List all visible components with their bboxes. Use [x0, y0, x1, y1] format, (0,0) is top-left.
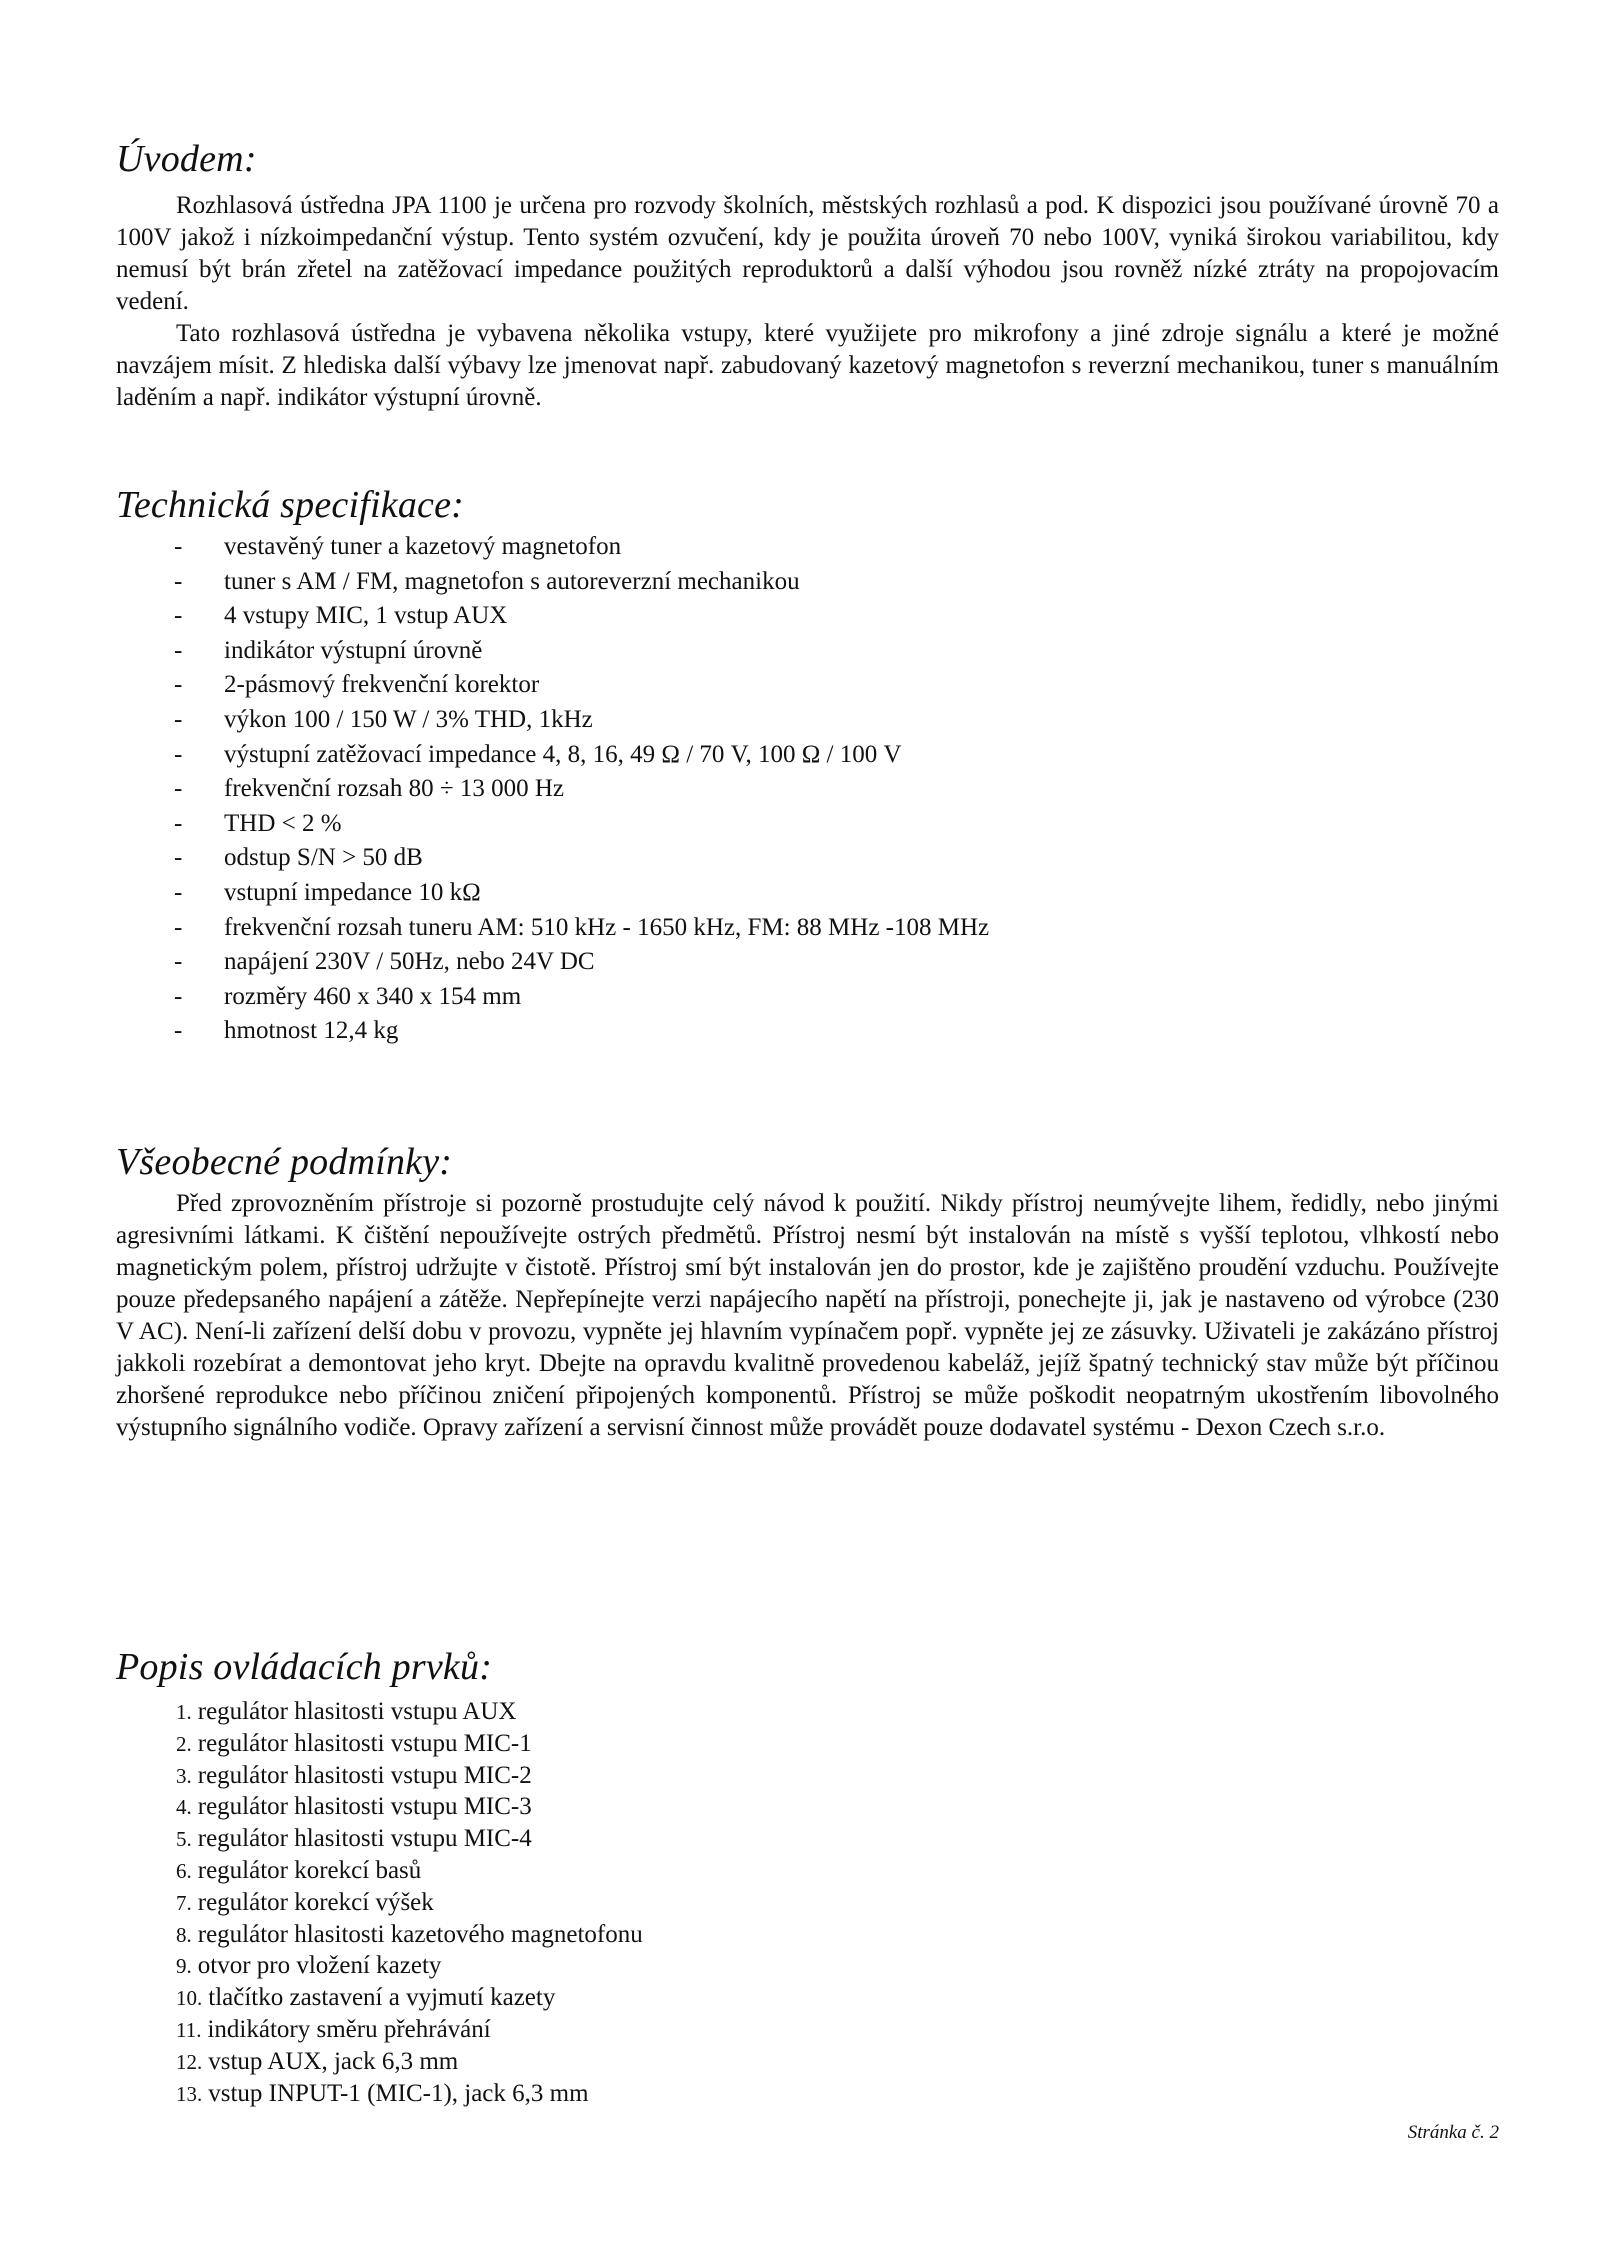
item-number: 8.	[176, 1922, 192, 1947]
bullet-dash: -	[174, 671, 183, 699]
item-number: 3.	[176, 1763, 192, 1788]
controls-heading: Popis ovládacích prvků:	[116, 1646, 493, 1688]
spec-item	[174, 945, 989, 980]
item-text: vstup INPUT-1 (MIC-1), jack 6,3 mm	[208, 2079, 589, 2107]
bullet-dash: -	[174, 809, 183, 837]
item-number: 10.	[176, 1986, 203, 2011]
spec-item-text: 4 vstupy MIC, 1 vstup AUX	[224, 602, 508, 630]
bullet-dash: -	[174, 1017, 183, 1045]
item-text: regulátor hlasitosti vstupu MIC-1	[197, 1729, 532, 1757]
bullet-dash: -	[174, 844, 183, 872]
spec-item	[174, 1014, 989, 1049]
item-text: regulátor hlasitosti vstupu AUX	[197, 1698, 517, 1725]
bullet-dash: -	[174, 602, 183, 630]
intro-paragraph-1: Rozhlasová ústředna JPA 1100 je určena pro rozvody školních, městských rozhlasů a pod. K dispozici jsou používané úrovně 70 a 100V jakož i nízkoimpedanční výstup. Tento systém ozvučení, kdy je použita úroveň 70 nebo 100V, vyniká širokou variabilitou, kdy nemusí být brán zřetel na zatěžovací impedance použitých reproduktorů a další výhodou jsou rovněž nízké ztráty na propojovacím vedení.	[116, 192, 1499, 315]
spec-item-text: tuner s AM / FM, magnetofon s autoreverzní mechanikou	[224, 567, 800, 595]
spec-item	[174, 634, 989, 669]
intro-paragraph-2: Tato rozhlasová ústředna je vybavena několika vstupy, které využijete pro mikrofony a jiné zdroje signálu a které je možné navzájem mísit. Z hlediska další výbavy lze jmenovat např. zabudovaný kazetový magnetofon s reverzní mechanikou, tuner s manuálním laděním a např. indikátor výstupní úrovně.	[116, 320, 1499, 411]
intro-heading: Úvodem:	[116, 138, 257, 180]
controls-item	[176, 1855, 643, 1887]
spec-item-text: odstup S/N > 50 dB	[224, 844, 423, 872]
spec-item-text: napájení 230V / 50Hz, nebo 24V DC	[224, 948, 595, 976]
item-number: 13.	[176, 2081, 203, 2106]
spec-item	[174, 530, 989, 565]
item-text: vstup AUX, jack 6,3 mm	[208, 2047, 459, 2075]
spec-item	[174, 738, 989, 773]
item-number: 11.	[176, 2017, 202, 2042]
spec-heading: Technická specifikace:	[116, 484, 465, 526]
bullet-dash: -	[174, 740, 183, 768]
spec-item	[174, 841, 989, 876]
spec-item-text: vestavěný tuner a kazetový magnetofon	[224, 533, 622, 560]
controls-item	[176, 1696, 643, 1728]
item-text: otvor pro vložení kazety	[197, 1952, 442, 1980]
spec-item	[174, 668, 989, 703]
spec-item-text: 2-pásmový frekvenční korektor	[224, 671, 540, 699]
item-text: regulátor hlasitosti vstupu MIC-3	[197, 1793, 532, 1821]
spec-item	[174, 980, 989, 1015]
controls-item	[176, 1760, 643, 1792]
bullet-dash: -	[174, 982, 183, 1010]
item-text: indikátory směru přehrávání	[207, 2015, 491, 2043]
bullet-dash: -	[174, 913, 183, 941]
page-number-footer: Stránka č. 2	[1407, 2122, 1499, 2143]
intro-section	[116, 190, 1499, 414]
conditions-paragraph: Před zprovozněním přístroje si pozorně prostudujte celý návod k použití. Nikdy přístroj neumývejte lihem, ředidly, nebo jinými agresivními látkami. K čištění nepoužívejte ostrých předmětů. Přístroj nesmí být instalován na místě s vyšší teplotou, vlhkostí nebo magnetickým polem, přístroj udržujte v čistotě. Přístroj smí být instalován jen do prostor, kde je zajištěno proudění vzduchu. Používejte pouze předepsaného napájení a zátěže. Nepřepínejte verzi napájecího napětí na přístroji, ponechejte ji, jak je nastaveno od výrobce (230 V AC). Není-li zařízení delší dobu v provozu, vypněte jej hlavním vypínačem popř. vypněte jej ze zásuvky. Uživateli je zakázáno přístroj jakkoli rozebírat a demontovat jeho kryt. Dbejte na opravdu kvalitně provedenou kabeláž, jejíž špatný technický stav může být příčinou zhoršené reprodukce nebo příčinou zničení připojených komponentů. Přístroj se může poškodit neopatrným ukostřením libovolného výstupního signálního vodiče. Opravy zařízení a servisní činnost může provádět pouze dodavatel systému - Dexon Czech s.r.o.	[116, 1190, 1499, 1441]
spec-list	[174, 530, 989, 1049]
item-text: regulátor hlasitosti vstupu MIC-2	[197, 1761, 532, 1789]
controls-item	[176, 1982, 643, 2014]
bullet-dash: -	[174, 533, 183, 560]
controls-list	[176, 1696, 643, 2109]
item-number: 7.	[176, 1890, 192, 1915]
item-number: 6.	[176, 1858, 192, 1883]
spec-item-text: THD < 2 %	[224, 809, 342, 837]
bullet-dash: -	[174, 948, 183, 976]
item-text: regulátor korekcí basů	[197, 1856, 422, 1884]
controls-item	[176, 1791, 643, 1823]
bullet-dash: -	[174, 878, 183, 906]
item-number: 2.	[176, 1731, 192, 1756]
controls-item	[176, 2046, 643, 2078]
controls-item	[176, 2078, 643, 2110]
spec-item	[174, 807, 989, 842]
spec-item-text: indikátor výstupní úrovně	[224, 636, 483, 664]
spec-item-text: vstupní impedance 10 kΩ	[224, 878, 481, 906]
bullet-dash: -	[174, 705, 183, 733]
spec-item	[174, 599, 989, 634]
controls-item	[176, 1950, 643, 1982]
item-text: tlačítko zastavení a vyjmutí kazety	[208, 1984, 556, 2012]
conditions-section	[116, 1188, 1499, 1444]
spec-item	[174, 565, 989, 600]
item-text: regulátor hlasitosti kazetového magnetofonu	[197, 1920, 643, 1948]
controls-item	[176, 1823, 643, 1855]
spec-item-text: frekvenční rozsah tuneru AM: 510 kHz - 1650 kHz, FM: 88 MHz -108 MHz	[224, 913, 990, 941]
bullet-dash: -	[174, 775, 183, 803]
spec-item-text: hmotnost 12,4 kg	[224, 1017, 399, 1045]
item-text: regulátor korekcí výšek	[197, 1888, 434, 1916]
item-number: 1.	[176, 1700, 192, 1724]
controls-item	[176, 2014, 643, 2046]
controls-item	[176, 1887, 643, 1919]
conditions-heading: Všeobecné podmínky:	[116, 1141, 453, 1183]
spec-item-text: výkon 100 / 150 W / 3% THD, 1kHz	[224, 705, 593, 733]
item-text: regulátor hlasitosti vstupu MIC-4	[197, 1825, 532, 1853]
spec-item	[174, 703, 989, 738]
item-number: 5.	[176, 1827, 192, 1852]
spec-item	[174, 772, 989, 807]
item-number: 4.	[176, 1795, 192, 1820]
spec-item-text: frekvenční rozsah 80 ÷ 13 000 Hz	[224, 775, 565, 803]
controls-item	[176, 1728, 643, 1760]
bullet-dash: -	[174, 567, 183, 595]
spec-item-text: rozměry 460 x 340 x 154 mm	[224, 982, 522, 1010]
item-number: 9.	[176, 1954, 192, 1979]
controls-item	[176, 1919, 643, 1951]
spec-item-text: výstupní zatěžovací impedance 4, 8, 16, 49 Ω / 70 V, 100 Ω / 100 V	[224, 740, 902, 768]
item-number: 12.	[176, 2049, 203, 2074]
bullet-dash: -	[174, 636, 183, 664]
spec-item	[174, 911, 989, 946]
spec-item	[174, 876, 989, 911]
